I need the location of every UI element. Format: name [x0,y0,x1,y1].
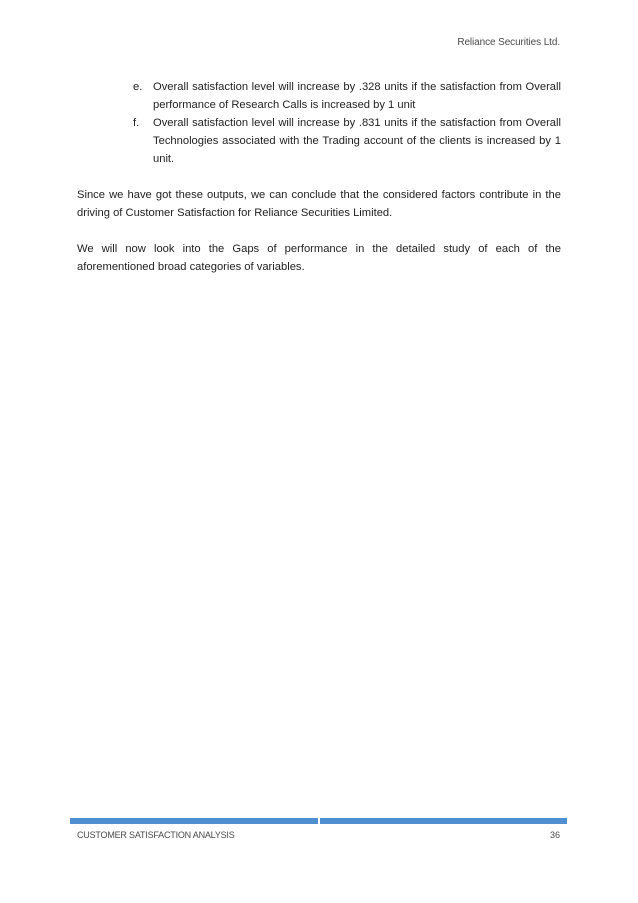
footer-rule-left [70,818,318,824]
findings-list [77,78,561,168]
list-item [77,114,561,168]
header-company-name: Reliance Securities Ltd. [457,37,560,48]
list-item-text: Overall satisfaction level will increase by .328 units if the satisfaction from Overall performance of Research Calls is increased by 1 unit [153,81,561,111]
list-item-text: Overall satisfaction level will increase by .831 units if the satisfaction from Overall Technologies associated with the Trading account of the clients is increased by 1 unit. [153,117,561,165]
footer-rule-right [320,818,567,824]
conclusion-paragraph: Since we have got these outputs, we can conclude that the considered factors contribute in the driving of Customer Satisfaction for Reliance Securities Limited. [77,189,561,219]
footer-title: CUSTOMER SATISFACTION ANALYSIS [77,830,235,840]
list-marker: e. [133,81,143,93]
footer-rule [70,818,567,824]
next-steps-paragraph: We will now look into the Gaps of performance in the detailed study of each of the aforementioned broad categories of variables. [77,243,561,273]
page-content [77,78,561,276]
list-item [77,78,561,114]
page-number: 36 [549,830,560,840]
list-marker: f. [133,117,140,129]
